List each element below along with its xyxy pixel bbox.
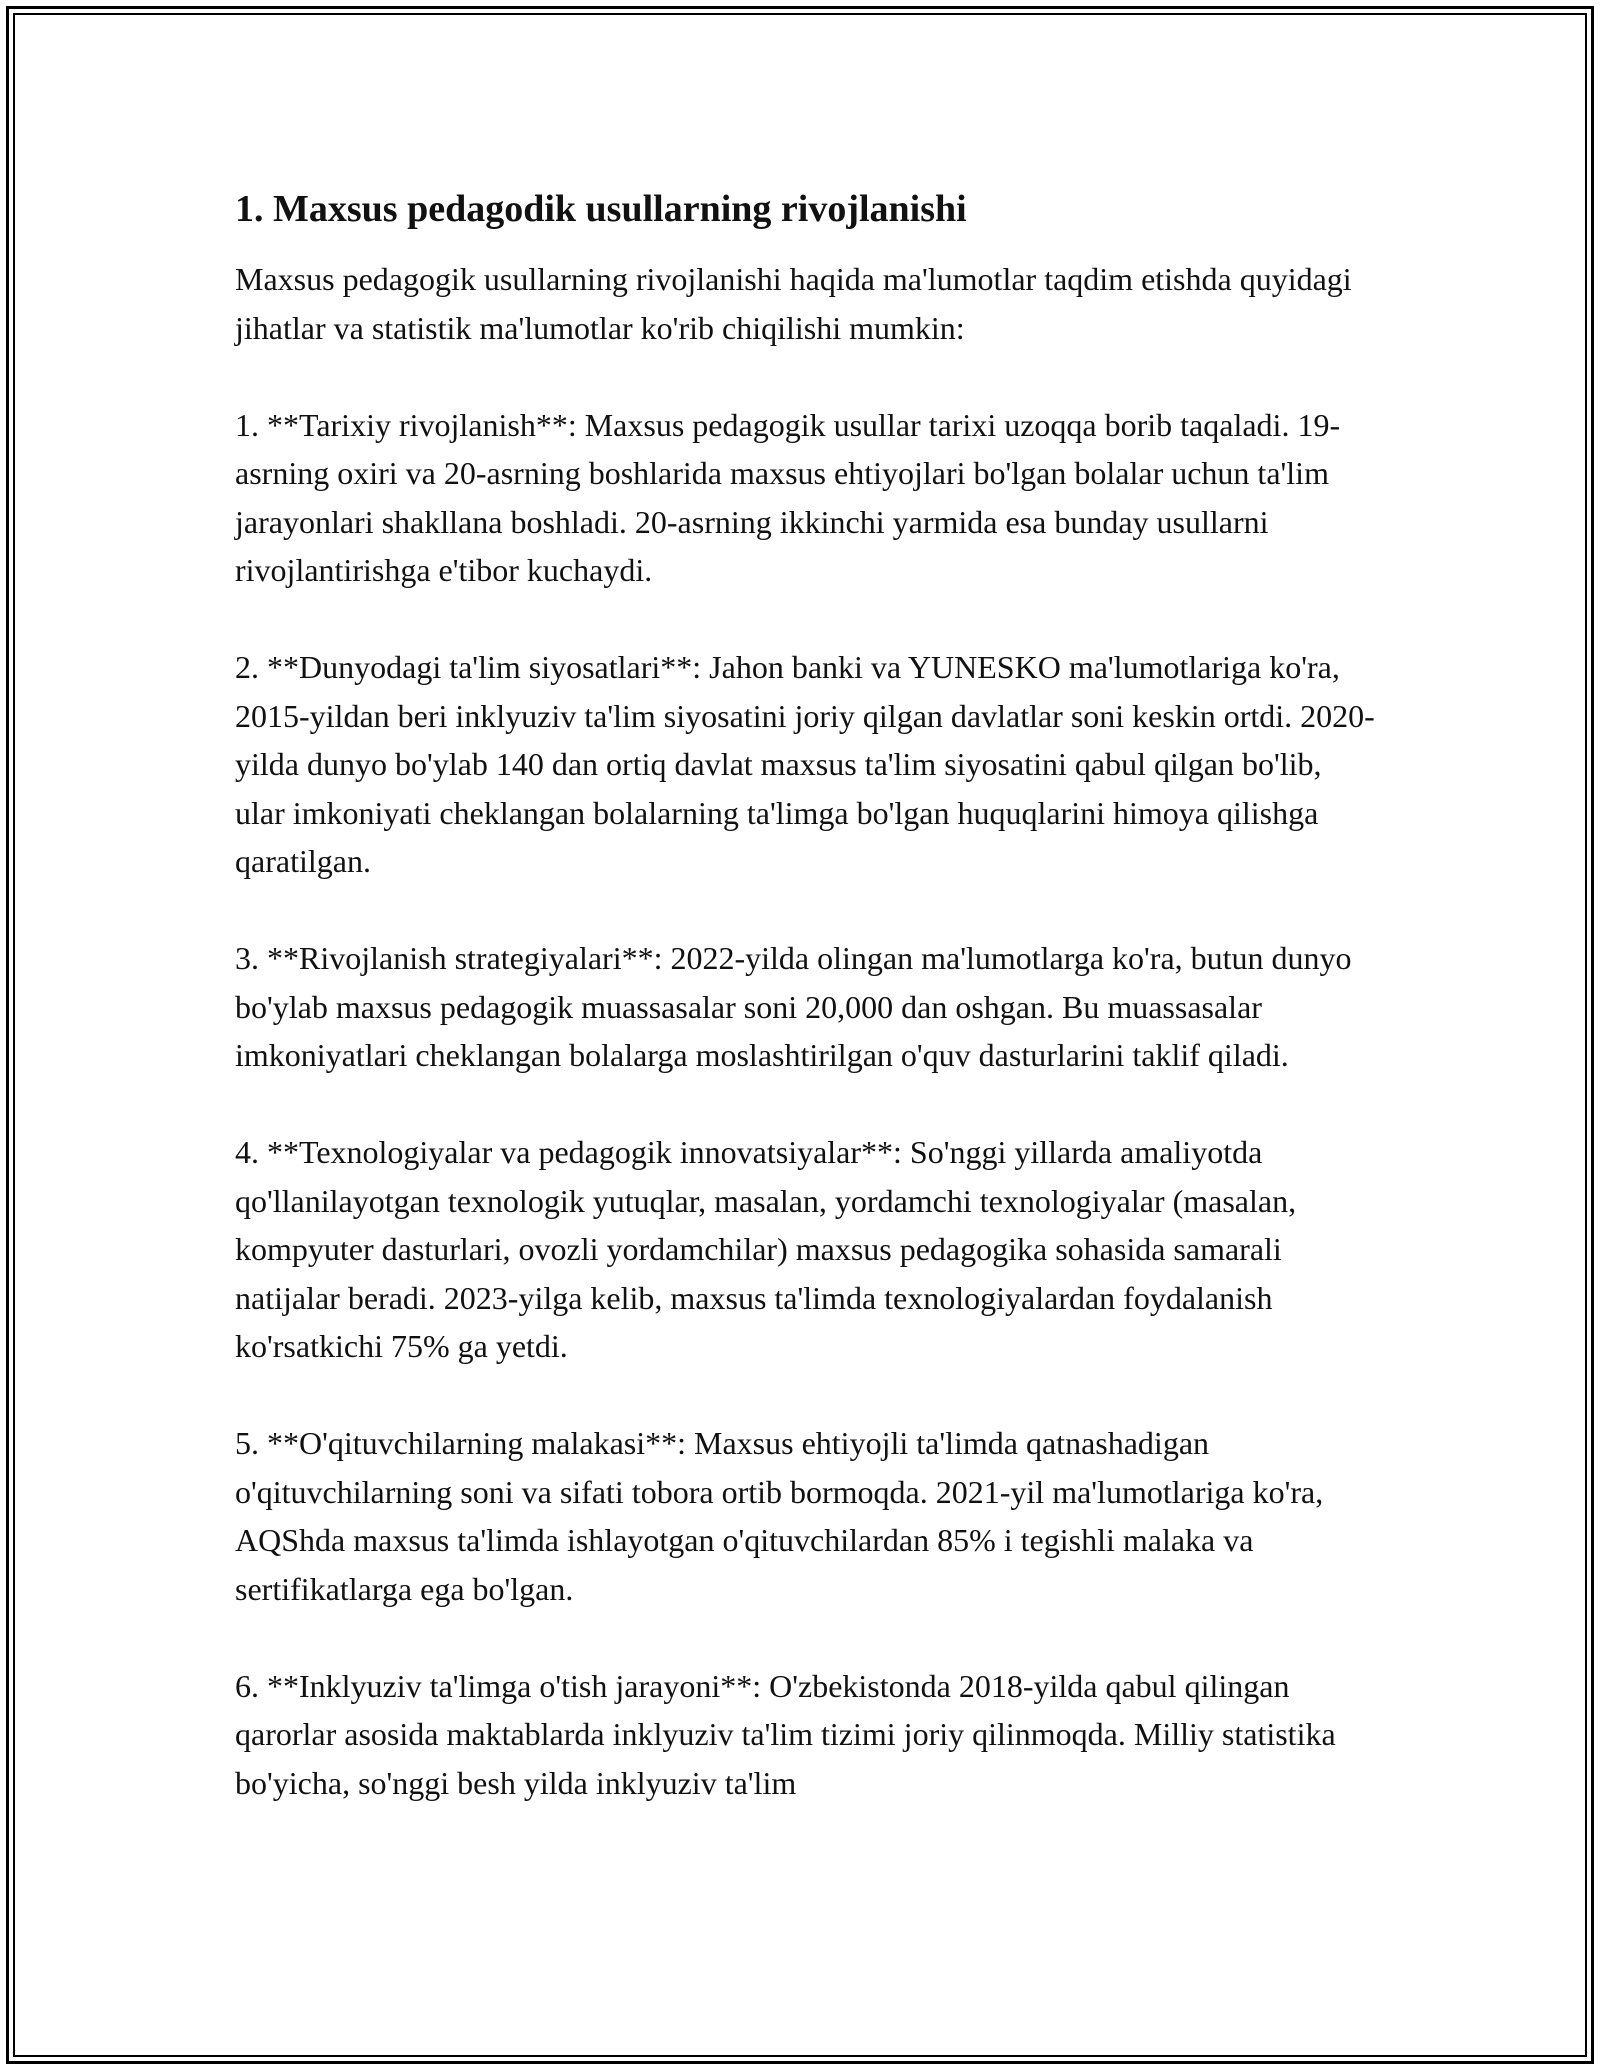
document-title: 1. Maxsus pedagodik usullarning rivojlanishi bbox=[235, 188, 967, 230]
list-item-2: 2. **Dunyodagi ta'lim siyosatlari**: Jahon banki va YUNESKO ma'lumotlariga ko'ra, 2015-yildan beri inklyuziv ta'lim siyosatini joriy qilgan davlatlar soni keskin ortdi. 2020-yilda dunyo bo'ylab 140 dan ortiq davlat maxsus ta'lim siyosatini qabul qilgan bo'lib, ular imkoniyati cheklangan bolalarning ta'limga bo'lgan huquqlarini himoya qilishga qaratilgan. bbox=[235, 649, 1375, 879]
list-item-4: 4. **Texnologiyalar va pedagogik innovatsiyalar**: So'nggi yillarda amaliyotda qo'llanilayotgan texnologik yutuqlar, masalan, yordamchi texnologiyalar (masalan, kompyuter dasturlari, ovozli yordamchilar) maxsus pedagogika sohasida samarali natijalar beradi. 2023-yilga kelib, maxsus ta'limda texnologiyalardan foydalanish ko'rsatkichi 75% ga yetdi. bbox=[235, 1134, 1297, 1364]
intro-paragraph: Maxsus pedagogik usullarning rivojlanishi haqida ma'lumotlar taqdim etishda quyidagi jihatlar va statistik ma'lumotlar ko'rib chiqilishi mumkin: bbox=[235, 261, 1352, 346]
list-item-5: 5. **O'qituvchilarning malakasi**: Maxsus ehtiyojli ta'limda qatnashadigan o'qituvchilarning soni va sifati tobora ortib bormoqda. 2021-yil ma'lumotlariga ko'ra, AQShda maxsus ta'limda ishlayotgan o'qituvchilardan 85% i tegishli malaka va sertifikatlarga ega bo'lgan. bbox=[235, 1425, 1324, 1607]
list-item-3: 3. **Rivojlanish strategiyalari**: 2022-yilda olingan ma'lumotlarga ko'ra, butun dunyo bo'ylab maxsus pedagogik muassasalar soni 20,000 dan oshgan. Bu muassasalar imkoniyatlari cheklangan bolalarga moslashtirilgan o'quv dasturlarini taklif qiladi. bbox=[235, 940, 1352, 1073]
list-item-1: 1. **Tarixiy rivojlanish**: Maxsus pedagogik usullar tarixi uzoqqa borib taqaladi. 19-asrning oxiri va 20-asrning boshlarida maxsus ehtiyojlari bo'lgan bolalar uchun ta'lim jarayonlari shakllana boshladi. 20-asrning ikkinchi yarmida esa bunday usullarni rivojlantirishga e'tibor kuchaydi. bbox=[235, 406, 1341, 588]
list-item-6: 6. **Inklyuziv ta'limga o'tish jarayoni**: O'zbekistonda 2018-yilda qabul qilingan qarorlar asosida maktablarda inklyuziv ta'lim tizimi joriy qilinmoqda. Milliy statistika bo'yicha, so'nggi besh yilda inklyuziv ta'lim bbox=[235, 1667, 1336, 1801]
document-body bbox=[235, 185, 1375, 1856]
